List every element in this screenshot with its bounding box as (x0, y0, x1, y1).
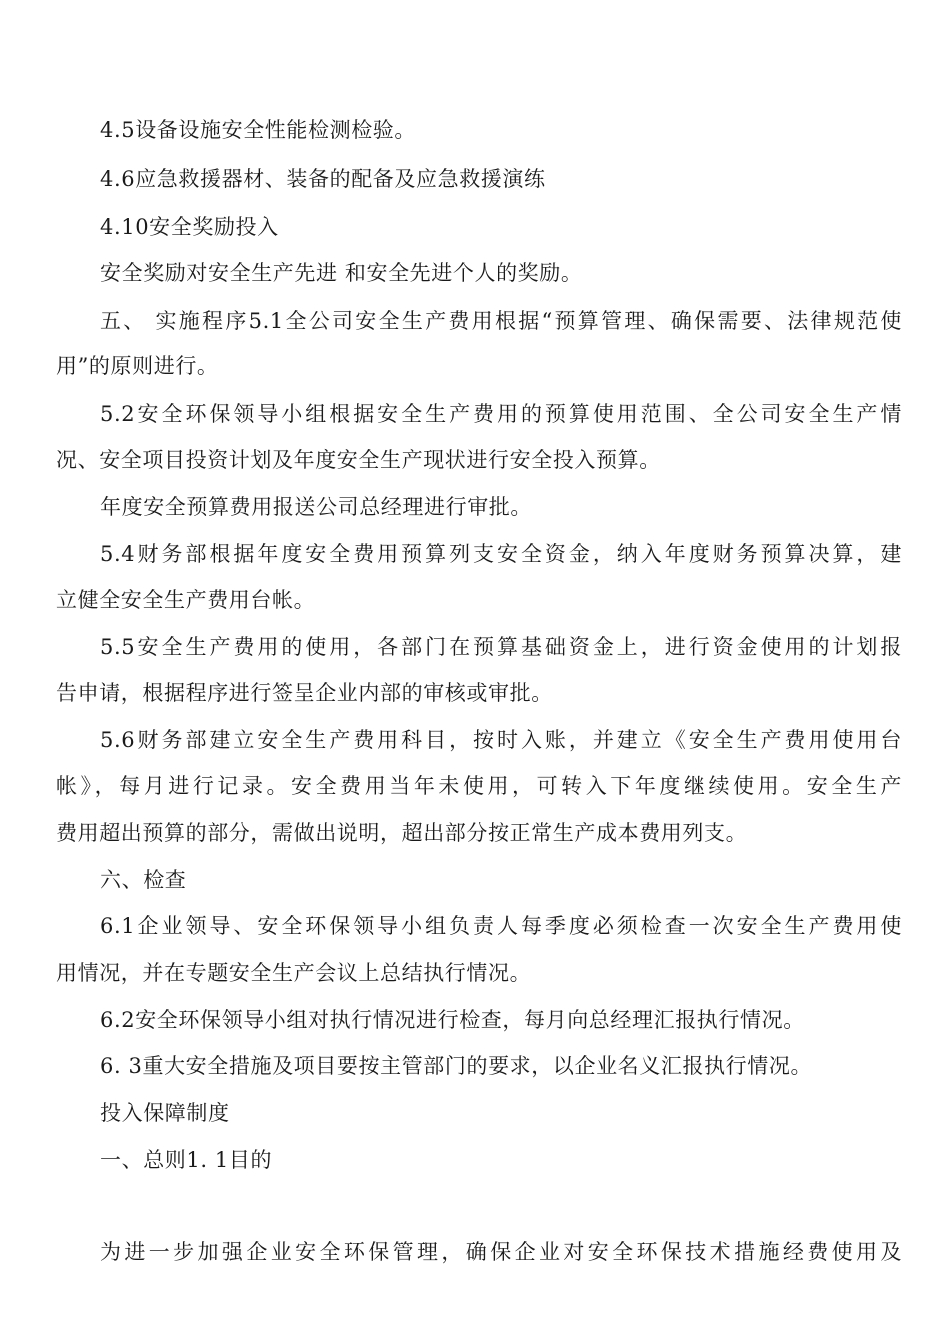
text-line: 安全奖励对安全生产先进 和安全先进个人的奖励。 (100, 261, 583, 285)
text-line: 4.10安全奖励投入 (100, 215, 279, 239)
text-line: 用”的原则进行。 (56, 354, 219, 378)
text-line: 6.1企业领导、安全环保领导小组负责人每季度必须检查一次安全生产费用使 (100, 914, 902, 938)
text-line: 帐》，每月进行记录。安全费用当年未使用，可转入下年度继续使用。安全生产 (56, 774, 902, 798)
text-line: 告申请，根据程序进行签呈企业内部的审核或审批。 (56, 681, 553, 705)
text-line: 5.6财务部建立安全生产费用科目，按时入账，并建立《安全生产费用使用台 (100, 728, 902, 752)
section-heading: 一、总则1. 1目的 (100, 1148, 273, 1172)
text-line: 为进一步加强企业安全环保管理，确保企业对安全环保技术措施经费使用及 (100, 1240, 902, 1264)
text-line: 年度安全预算费用报送公司总经理进行审批。 (100, 495, 532, 519)
section-heading: 投入保障制度 (100, 1101, 230, 1125)
text-line: 五、 实施程序5.1全公司安全生产费用根据“预算管理、确保需要、法律规范使 (100, 309, 902, 333)
text-line: 5.2安全环保领导小组根据安全生产费用的预算使用范围、全公司安全生产情 (100, 402, 902, 426)
text-line: 5.5安全生产费用的使用，各部门在预算基础资金上，进行资金使用的计划报 (100, 635, 902, 659)
text-line: 5.4财务部根据年度安全费用预算列支安全资金，纳入年度财务预算决算，建 (100, 542, 902, 566)
section-heading: 六、检查 (100, 868, 187, 892)
text-line: 6. 3重大安全措施及项目要按主管部门的要求，以企业名义汇报执行情况。 (100, 1054, 813, 1078)
text-line: 4.5设备设施安全性能检测检验。 (100, 118, 416, 142)
text-line: 费用超出预算的部分，需做出说明，超出部分按正常生产成本费用列支。 (56, 821, 748, 845)
text-line: 用情况，并在专题安全生产会议上总结执行情况。 (56, 961, 532, 985)
text-line: 6.2安全环保领导小组对执行情况进行检查，每月向总经理汇报执行情况。 (100, 1008, 805, 1032)
text-line: 立健全安全生产费用台帐。 (56, 588, 316, 612)
text-line: 况、安全项目投资计划及年度安全生产现状进行安全投入预算。 (56, 448, 661, 472)
text-line: 4.6应急救援器材、装备的配备及应急救援演练 (100, 167, 546, 191)
